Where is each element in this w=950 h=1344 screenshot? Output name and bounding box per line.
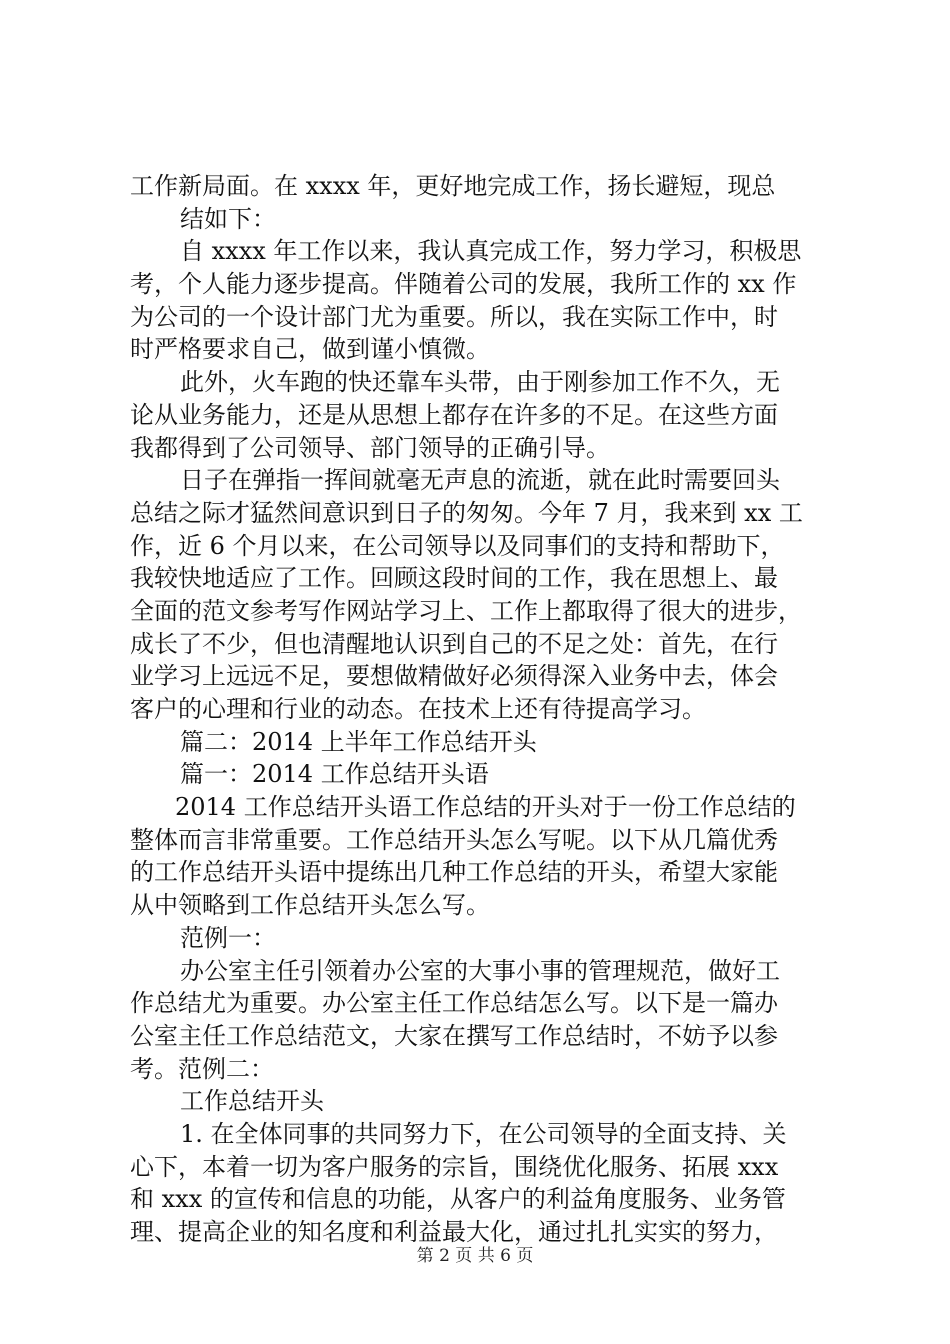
text-line: 考，个人能力逐步提高。伴随着公司的发展，我所工作的 xx 作	[130, 270, 797, 299]
text-line: 业学习上远远不足，要想做精做好必须得深入业务中去，体会	[130, 662, 778, 691]
text-line: 我较快地适应了工作。回顾这段时间的工作，我在思想上、最	[130, 564, 778, 593]
text-line: 论从业务能力，还是从思想上都存在许多的不足。在这些方面	[130, 400, 778, 429]
text-line: 时严格要求自己，做到谨小慎微。	[130, 335, 490, 364]
text-line: 公室主任工作总结范文，大家在撰写工作总结时，不妨予以参	[130, 1021, 778, 1050]
document-body	[130, 170, 830, 1249]
text-line: 整体而言非常重要。工作总结开头怎么写呢。以下从几篇优秀	[130, 825, 778, 854]
text-line: 工作总结开头	[180, 1087, 324, 1116]
section-heading: 篇二：2014 上半年工作总结开头	[180, 727, 537, 756]
text-line: 从中领略到工作总结开头怎么写。	[130, 891, 490, 920]
text-line: 和 xxx 的宣传和信息的功能，从客户的利益角度服务、业务管	[130, 1185, 786, 1214]
text-line: 考。范例二：	[130, 1054, 274, 1083]
text-line: 1. 在全体同事的共同努力下，在公司领导的全面支持、关	[180, 1119, 787, 1148]
text-line: 为公司的一个设计部门尤为重要。所以，我在实际工作中，时	[130, 302, 778, 331]
text-line: 作总结尤为重要。办公室主任工作总结怎么写。以下是一篇办	[130, 989, 778, 1018]
text-line: 此外，火车跑的快还靠车头带，由于刚参加工作不久，无	[180, 368, 780, 397]
text-line: 总结之际才猛然间意识到日子的匆匆。今年 7 月，我来到 xx 工	[130, 498, 803, 527]
text-line: 理、提高企业的知名度和利益最大化，通过扎扎实实的努力，	[130, 1218, 778, 1246]
text-line: 成长了不少，但也清醒地认识到自己的不足之处：首先，在行	[130, 629, 778, 658]
text-line: 的工作总结开头语中提练出几种工作总结的开头，希望大家能	[130, 858, 778, 887]
text-line: 办公室主任引领着办公室的大事小事的管理规范，做好工	[180, 956, 780, 985]
page-number-footer: 第 2 页 共 6 页	[416, 1246, 534, 1266]
text-line: 结如下：	[180, 204, 276, 233]
text-line: 2014 工作总结开头语工作总结的开头对于一份工作总结的	[175, 793, 796, 822]
text-line: 全面的范文参考写作网站学习上、工作上都取得了很大的进步，	[130, 596, 802, 625]
text-line: 日子在弹指一挥间就毫无声息的流逝，就在此时需要回头	[180, 466, 780, 495]
text-line: 作，近 6 个月以来，在公司领导以及同事们的支持和帮助下，	[130, 531, 785, 560]
section-heading: 篇一：2014 工作总结开头语	[180, 760, 489, 789]
text-line: 自 xxxx 年工作以来，我认真完成工作，努力学习，积极思	[180, 237, 802, 266]
text-line: 范例一：	[180, 923, 276, 952]
text-line: 我都得到了公司领导、部门领导的正确引导。	[130, 433, 610, 462]
text-line: 心下，本着一切为客户服务的宗旨，围绕优化服务、拓展 xxx	[130, 1152, 779, 1181]
text-line: 工作新局面。在 xxxx 年，更好地完成工作，扬长避短，现总	[130, 172, 776, 200]
text-line: 客户的心理和行业的动态。在技术上还有待提高学习。	[130, 695, 706, 723]
